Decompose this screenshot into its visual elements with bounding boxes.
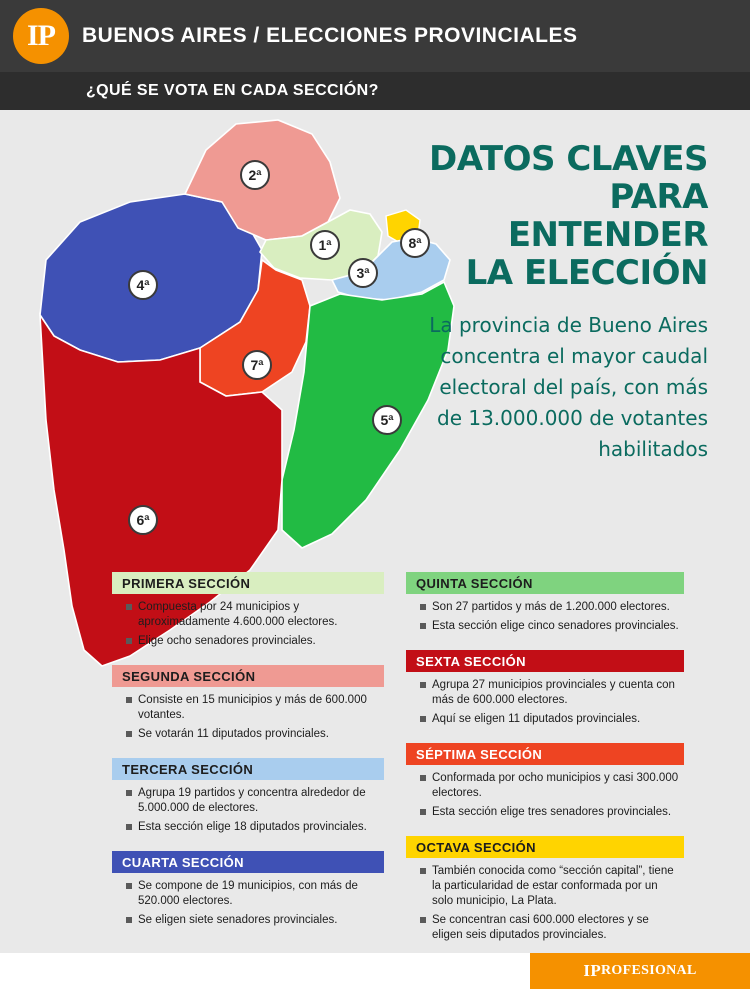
list-item	[420, 712, 680, 727]
section-title-primera: PRIMERA SECCIÓN	[112, 572, 384, 594]
list-item	[420, 805, 680, 820]
bullet-icon	[126, 790, 132, 796]
bullet-text: Se compone de 19 municipios, con más de 520.000 electores.	[138, 880, 358, 907]
list-item	[420, 600, 680, 615]
map-badge-cuarta[interactable]: 4ª	[128, 270, 158, 300]
list-item	[126, 600, 380, 630]
section-title-cuarta: CUARTA SECCIÓN	[112, 851, 384, 873]
bullet-text: Esta sección elige 18 diputados provinciales.	[138, 821, 367, 833]
bullet-icon	[126, 883, 132, 889]
section-body-cuarta	[112, 873, 384, 934]
section-card-sexta	[406, 650, 684, 733]
section-title-octava: OCTAVA SECCIÓN	[406, 836, 684, 858]
section-card-tercera	[112, 758, 384, 841]
section-card-cuarta	[112, 851, 384, 934]
bullet-text: También conocida como “sección capital”, tiene la particularidad de estar conformada por un solo municipio, La Plata.	[432, 865, 674, 907]
list-item	[126, 634, 380, 649]
list-item	[126, 913, 380, 928]
bullet-icon	[420, 868, 426, 874]
section-title-tercera: TERCERA SECCIÓN	[112, 758, 384, 780]
map-badge-tercera[interactable]: 3ª	[348, 258, 378, 288]
legend-column-right	[406, 572, 684, 959]
section-body-tercera	[112, 780, 384, 841]
bullet-text: Esta sección elige tres senadores provinciales.	[432, 806, 672, 818]
map-badge-primera[interactable]: 1ª	[310, 230, 340, 260]
headline-line-3: LA ELECCIÓN	[465, 253, 708, 293]
bullet-text: Se eligen siete senadores provinciales.	[138, 914, 338, 926]
lede-paragraph: La provincia de Bueno Aires concentra el mayor caudal electoral del país, con más de 13.000.000 de votantes habilitados	[429, 313, 708, 461]
section-body-primera	[112, 594, 384, 655]
page-subheader	[0, 72, 750, 110]
list-item	[420, 771, 680, 801]
bullet-text: Agrupa 19 partidos y concentra alrededor de 5.000.000 de electores.	[138, 787, 366, 814]
list-item	[126, 727, 380, 742]
bullet-icon	[126, 604, 132, 610]
section-title-segunda: SEGUNDA SECCIÓN	[112, 665, 384, 687]
list-item	[126, 786, 380, 816]
bullet-icon	[126, 917, 132, 923]
list-item	[126, 879, 380, 909]
bullet-text: Son 27 partidos y más de 1.200.000 electores.	[432, 601, 670, 613]
logo-container	[0, 0, 82, 72]
section-card-quinta	[406, 572, 684, 640]
list-item	[126, 693, 380, 723]
list-item	[420, 913, 680, 943]
bullet-icon	[126, 824, 132, 830]
bullet-text: Esta sección elige cinco senadores provinciales.	[432, 620, 679, 632]
section-card-primera	[112, 572, 384, 655]
list-item	[126, 820, 380, 835]
bullet-icon	[126, 731, 132, 737]
legend-column-left	[112, 572, 384, 944]
section-card-octava	[406, 836, 684, 949]
page-footer	[0, 953, 750, 989]
section-body-octava	[406, 858, 684, 949]
list-item	[420, 619, 680, 634]
footer-brand	[530, 953, 750, 989]
bullet-icon	[126, 638, 132, 644]
bullet-icon	[420, 682, 426, 688]
bullet-icon	[420, 623, 426, 629]
bullet-icon	[126, 697, 132, 703]
bullet-text: Agrupa 27 municipios provinciales y cuenta con más de 600.000 electores.	[432, 679, 675, 706]
map-badge-septima[interactable]: 7ª	[242, 350, 272, 380]
headline	[418, 140, 708, 292]
section-body-sexta	[406, 672, 684, 733]
list-item	[420, 864, 680, 909]
bullet-text: Conformada por ocho municipios y casi 300.000 electores.	[432, 772, 679, 799]
footer-brand-prefix: IP	[583, 961, 602, 980]
bullet-icon	[420, 809, 426, 815]
list-item	[420, 678, 680, 708]
section-card-septima	[406, 743, 684, 826]
bullet-text: Consiste en 15 municipios y más de 600.000 votantes.	[138, 694, 367, 721]
bullet-text: Elige ocho senadores provinciales.	[138, 635, 316, 647]
bullet-icon	[420, 716, 426, 722]
map-badge-octava[interactable]: 8ª	[400, 228, 430, 258]
map-badge-segunda[interactable]: 2ª	[240, 160, 270, 190]
section-body-segunda	[112, 687, 384, 748]
headline-line-1: DATOS CLAVES	[429, 139, 708, 179]
map-badge-sexta[interactable]: 6ª	[128, 505, 158, 535]
bullet-text: Compuesta por 24 municipios y aproximadamente 4.600.000 electores.	[138, 601, 338, 628]
iprofesional-logo: IP	[13, 8, 69, 64]
headline-line-2: PARA ENTENDER	[507, 177, 708, 255]
section-body-septima	[406, 765, 684, 826]
section-card-segunda	[112, 665, 384, 748]
bullet-icon	[420, 917, 426, 923]
bullet-icon	[420, 775, 426, 781]
map-badge-quinta[interactable]: 5ª	[372, 405, 402, 435]
bullet-text: Se votarán 11 diputados provinciales.	[138, 728, 329, 740]
section-title-sexta: SEXTA SECCIÓN	[406, 650, 684, 672]
section-body-quinta	[406, 594, 684, 640]
bullet-text: Se concentran casi 600.000 electores y se eligen seis diputados provinciales.	[432, 914, 649, 941]
bullet-text: Aquí se eligen 11 diputados provinciales.	[432, 713, 641, 725]
section-title-septima: SÉPTIMA SECCIÓN	[406, 743, 684, 765]
section-title-quinta: QUINTA SECCIÓN	[406, 572, 684, 594]
subheader-title: ¿QUÉ SE VOTA EN CADA SECCIÓN?	[86, 82, 379, 99]
key-facts-panel	[418, 140, 708, 465]
footer-brand-suffix: ROFESIONAL	[601, 963, 697, 978]
header-title: BUENOS AIRES / ELECCIONES PROVINCIALES	[82, 24, 578, 47]
bullet-icon	[420, 604, 426, 610]
page-header	[0, 0, 750, 72]
